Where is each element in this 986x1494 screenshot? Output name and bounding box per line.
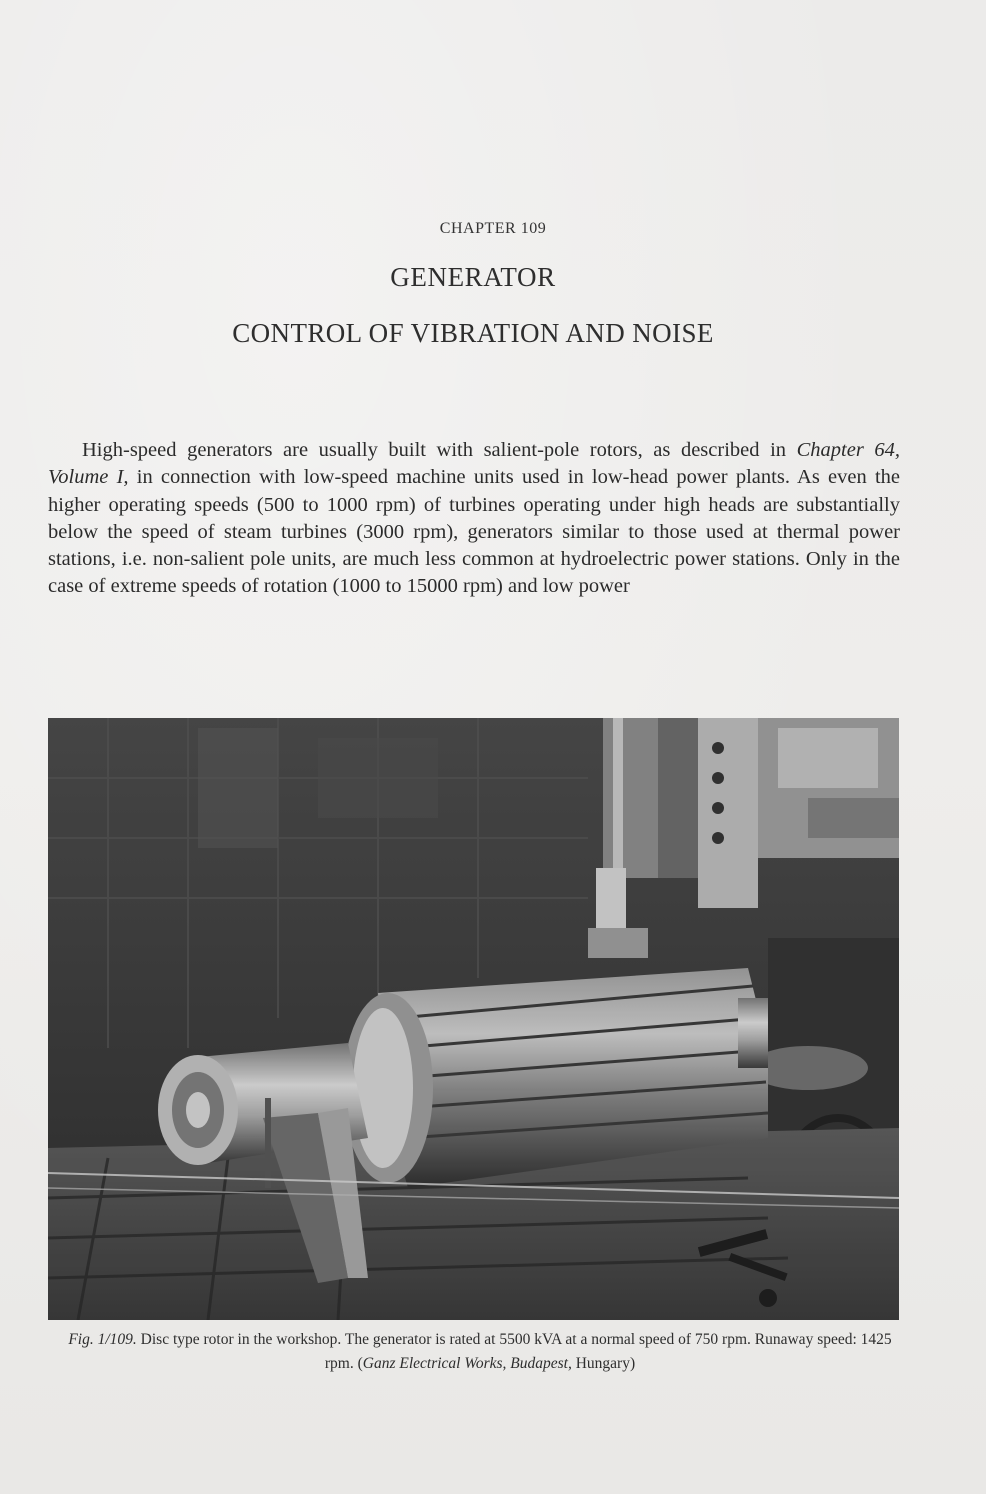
figure-caption bbox=[60, 1328, 900, 1376]
body-text-rest: in connection with low-speed machine units used in low-head power plants. As even the higher operating speeds (500 to 1000 rpm) of turbines operating under high heads are substantially below the speed of steam turbines (3000 rpm), generators similar to those used at thermal power stations, i.e. non-salient pole units, are much less common at hydroelectric power stations. Only in the case of extreme speeds of rotation (1000 to 15000 rpm) and low power bbox=[48, 466, 900, 598]
body-paragraph bbox=[48, 437, 900, 601]
rotor-photograph bbox=[48, 718, 899, 1320]
chapter-reference: Chapter 64, Volume I, bbox=[48, 439, 901, 489]
figure-credit-source: Ganz Electrical Works, Budapest, bbox=[362, 1355, 572, 1372]
credit-open: ( bbox=[357, 1355, 363, 1372]
figure-credit-country: Hungary bbox=[575, 1355, 630, 1372]
body-text-intro: High-speed generators are usually built with salient-pole rotors, as described in bbox=[82, 439, 787, 461]
credit-close: ) bbox=[629, 1355, 636, 1372]
chapter-number: CHAPTER 109 bbox=[439, 220, 547, 237]
figure-label: Fig. 1/109. bbox=[68, 1331, 137, 1348]
chapter-subtitle: CONTROL OF VIBRATION AND NOISE bbox=[232, 318, 714, 348]
figure-caption-text: Disc type rotor in the workshop. The generator is rated at 5500 kVA at a normal speed of 750 rpm. Runaway speed: 1425 rpm. bbox=[140, 1331, 892, 1372]
chapter-title: GENERATOR bbox=[390, 262, 556, 292]
